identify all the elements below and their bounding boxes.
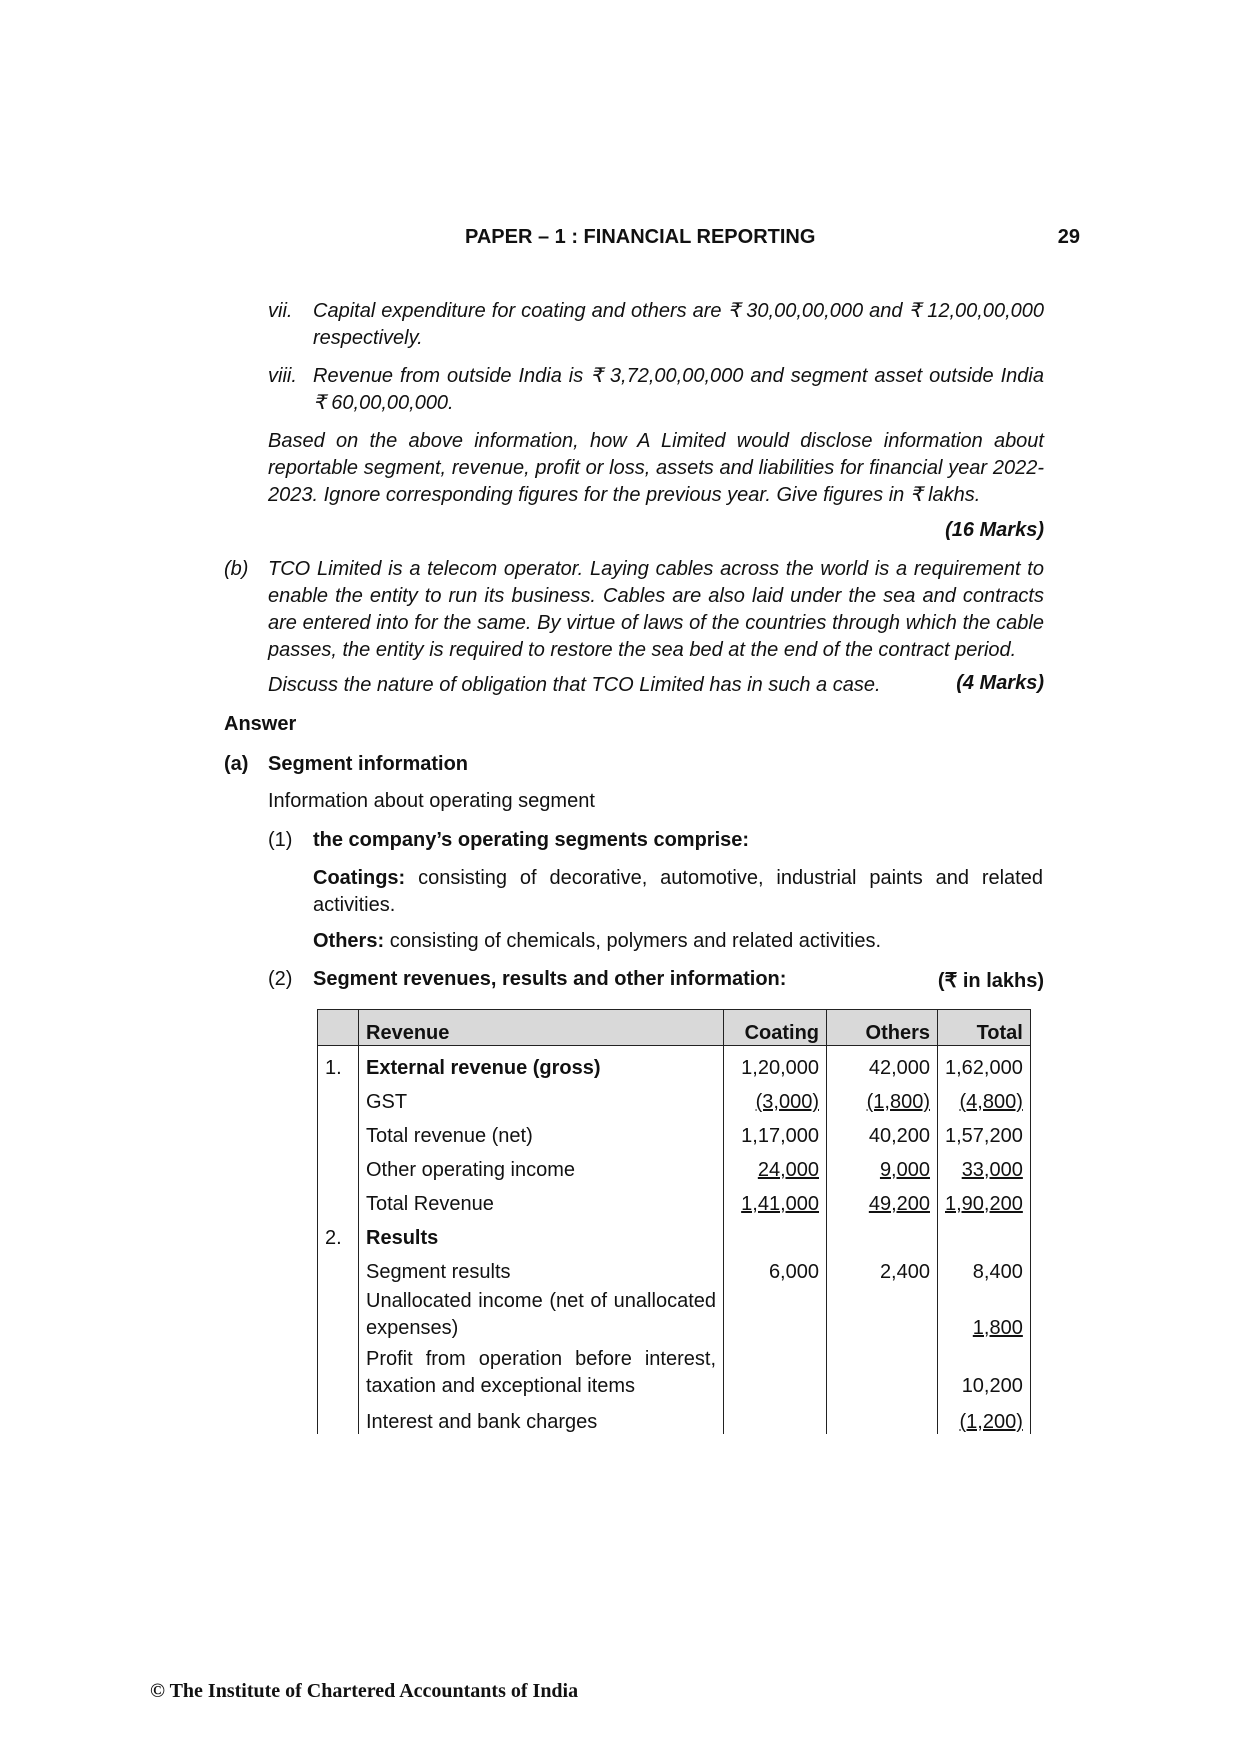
table-row [318, 1148, 1031, 1182]
table-header-row [318, 1010, 1031, 1046]
table-row [318, 1046, 1031, 1081]
answer-a-label: (a) [224, 753, 249, 775]
cell-coating: (3,000) [755, 1091, 819, 1113]
row-number [318, 1400, 359, 1434]
cell-coating: 1,17,000 [724, 1114, 827, 1148]
coatings-text: consisting of decorative, automotive, industrial paints and related activities. [313, 867, 1043, 916]
cell-coating [724, 1342, 827, 1400]
cell-coating: 1,20,000 [724, 1046, 827, 1081]
unit-label: (₹ in lakhs) [937, 970, 1044, 992]
row-label: Interest and bank charges [359, 1400, 724, 1434]
row-label: Segment results [359, 1250, 724, 1284]
cell-others: (1,800) [866, 1091, 930, 1113]
row-number [318, 1284, 359, 1342]
cell-total: 1,57,200 [938, 1114, 1031, 1148]
cell-total: (4,800) [959, 1091, 1023, 1113]
row-number: 1. [318, 1046, 359, 1081]
item-viii-number: viii. [268, 365, 297, 387]
row-label: Total revenue (net) [359, 1114, 724, 1148]
cell-total: 1,800 [972, 1317, 1023, 1339]
answer-intro: Information about operating segment [268, 790, 595, 812]
question-b-text: TCO Limited is a telecom operator. Laying cables across the world is a requirement to enable the entity to run its business. Cables are also laid under the sea and contracts are entered into for the same. By virtue of laws of the countries through which the cable passes, the entity is required to restore the sea bed at the end of the contract period. [268, 558, 1044, 661]
header-number [318, 1010, 359, 1046]
row-number [318, 1342, 359, 1400]
item-viii-line2: ₹ 60,00,00,000. [313, 392, 454, 414]
row-number [318, 1148, 359, 1182]
header-coating: Coating [724, 1010, 827, 1046]
cell-others: 40,200 [827, 1114, 938, 1148]
table-row [318, 1250, 1031, 1284]
row-number [318, 1114, 359, 1148]
row-label: Other operating income [359, 1148, 724, 1182]
cell-total: 8,400 [938, 1250, 1031, 1284]
cell-others: 2,400 [827, 1250, 938, 1284]
table-row [318, 1400, 1031, 1434]
answer-heading: Answer [224, 713, 297, 735]
cell-others: 49,200 [868, 1193, 930, 1215]
point-1-title: the company’s operating segments comprise: [313, 829, 750, 851]
row-number [318, 1182, 359, 1216]
others-description [313, 930, 881, 953]
row-label: Profit from operation before interest, taxation and exceptional items [359, 1342, 724, 1400]
table-row [318, 1284, 1031, 1342]
cell-total: 33,000 [961, 1159, 1023, 1181]
cell-total: 1,90,200 [945, 1193, 1023, 1215]
header-others: Others [827, 1010, 938, 1046]
row-number [318, 1250, 359, 1284]
cell-total [938, 1216, 1031, 1250]
row-number: 2. [318, 1216, 359, 1250]
cell-coating: 6,000 [724, 1250, 827, 1284]
question-b-discuss: Discuss the nature of obligation that TCO Limited has in such a case. [268, 674, 881, 696]
point-2-title: Segment revenues, results and other information: [313, 968, 787, 990]
cell-coating [724, 1400, 827, 1434]
row-label: External revenue (gross) [359, 1046, 724, 1081]
table-row [318, 1080, 1031, 1114]
item-vii-line1: Capital expenditure for coating and others are ₹ 30,00,00,000 and ₹ 12,00,00,000 [313, 300, 1044, 322]
cell-others [827, 1284, 938, 1342]
item-vii-line2: respectively. [313, 327, 423, 349]
cell-others [827, 1400, 938, 1434]
header-revenue: Revenue [359, 1010, 724, 1046]
cell-coating [724, 1284, 827, 1342]
table-row [318, 1216, 1031, 1250]
segment-table [317, 1009, 1031, 1434]
marks-b: (4 Marks) [956, 672, 1044, 694]
coatings-description [313, 865, 1043, 919]
question-a-instruction: Based on the above information, how A Limited would disclose information about reportable segment, revenue, profit or loss, assets and liabilities for financial year 2022-2023. Ignore corresponding figures for the previous year. Give figures in ₹ lakhs. [268, 430, 1044, 506]
item-viii-line1: Revenue from outside India is ₹ 3,72,00,00,000 and segment asset outside India [313, 365, 1044, 387]
header-total: Total [938, 1010, 1031, 1046]
item-vii-number: vii. [268, 300, 293, 322]
copyright-footer: © The Institute of Chartered Accountants of India [150, 1680, 579, 1702]
cell-total: 1,62,000 [938, 1046, 1031, 1081]
others-text: consisting of chemicals, polymers and related activities. [389, 930, 882, 952]
cell-others: 42,000 [827, 1046, 938, 1081]
cell-coating: 1,41,000 [741, 1193, 819, 1215]
coatings-label: Coatings: [313, 867, 406, 889]
paper-title: PAPER – 1 : FINANCIAL REPORTING [465, 226, 816, 248]
row-number [318, 1080, 359, 1114]
cell-total: (1,200) [959, 1411, 1023, 1433]
row-label: Unallocated income (net of unallocated expenses) [359, 1284, 724, 1342]
table-row [318, 1182, 1031, 1216]
others-label: Others: [313, 930, 385, 952]
row-label: GST [359, 1080, 724, 1114]
row-label: Results [359, 1216, 724, 1250]
table-row [318, 1114, 1031, 1148]
cell-others: 9,000 [879, 1159, 930, 1181]
cell-coating: 24,000 [757, 1159, 819, 1181]
cell-others [827, 1216, 938, 1250]
row-label: Total Revenue [359, 1182, 724, 1216]
answer-a-title: Segment information [268, 753, 469, 775]
page-number: 29 [1057, 226, 1080, 248]
marks-a: (16 Marks) [945, 519, 1044, 541]
cell-others [827, 1342, 938, 1400]
table-row [318, 1342, 1031, 1400]
question-b-label: (b) [224, 558, 249, 580]
cell-coating [724, 1216, 827, 1250]
point-1-number: (1) [268, 829, 293, 851]
point-2-number: (2) [268, 968, 293, 990]
cell-total: 10,200 [938, 1342, 1031, 1400]
